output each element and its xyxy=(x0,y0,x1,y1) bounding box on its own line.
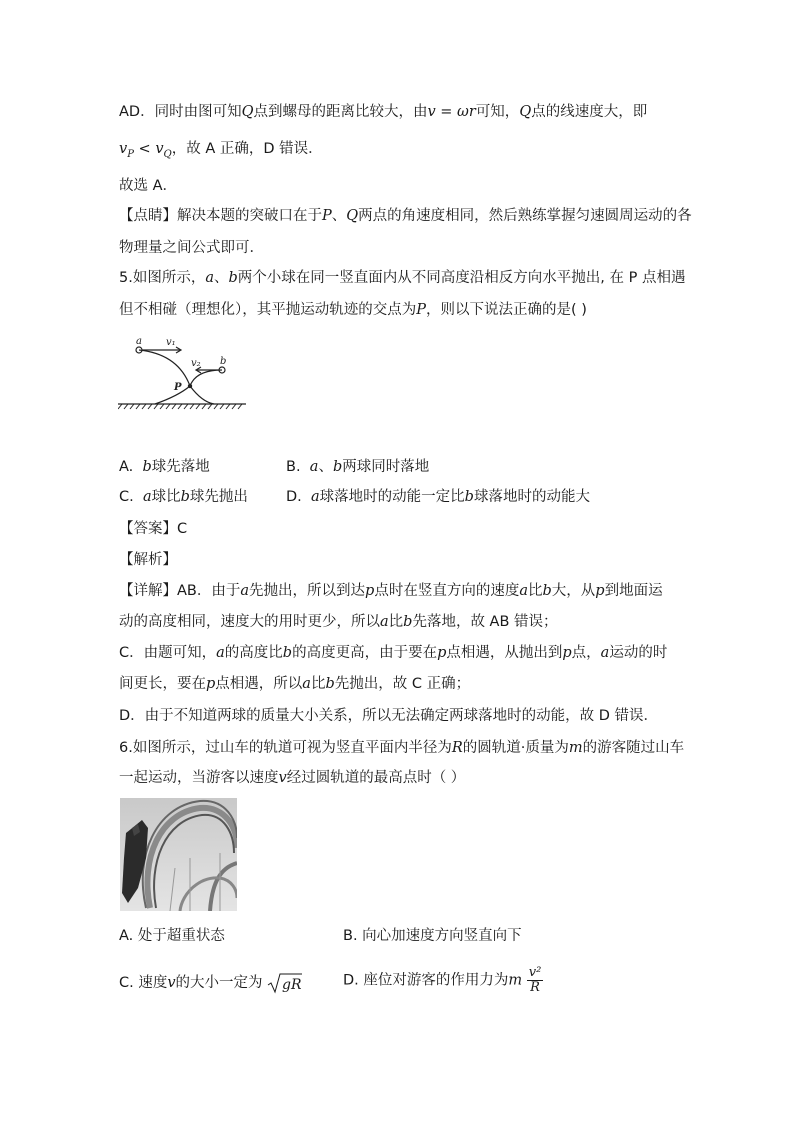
var-a: a xyxy=(205,270,214,286)
q6-option-D[interactable]: D. 座位对游客的作用力为m $\frac{\text{v²}}{R}$ xyxy=(343,965,542,995)
q5-option-B[interactable] xyxy=(286,457,429,477)
q6-option-B[interactable]: B. 向心加速度方向竖直向下 xyxy=(343,928,522,944)
option-letter: D. xyxy=(286,489,302,505)
subscript-P: P xyxy=(127,148,134,160)
text: 点的线速度大，即 xyxy=(531,104,648,120)
var-Q: Q xyxy=(346,208,359,224)
text-line-5: 物理量之间公式即可． xyxy=(119,240,264,256)
option-text: 球比 xyxy=(151,489,181,505)
q6-option-C[interactable]: C. 速度v的大小一定为 gR xyxy=(119,972,303,994)
detail-line-4: 间更长，要在p点相遇，所以a比b先抛出，故 C 正确； xyxy=(119,676,471,692)
trajectory-diagram xyxy=(118,328,248,410)
detail-line-5: D．由于不知道两球的质量大小关系，所以无法确定两球落地时的动能，故 D 错误． xyxy=(119,708,659,724)
trajectory-a xyxy=(139,350,214,404)
label-a: a xyxy=(136,336,142,347)
var-b: b xyxy=(142,459,152,475)
question-5-line-2 xyxy=(119,300,587,320)
text-line-2 xyxy=(119,139,323,165)
text: 【点睛】解决本题的突破口在于 xyxy=(119,208,322,224)
text: 可知， xyxy=(475,104,520,120)
svg-text:gR: gR xyxy=(282,977,302,993)
label-b: b xyxy=(220,356,227,367)
var-b: b xyxy=(332,459,343,475)
label-v2: v₂ xyxy=(191,358,201,369)
var-b: b xyxy=(464,489,474,505)
meeting-point-P xyxy=(188,384,192,388)
var-a: a xyxy=(309,459,319,475)
question-6-line-2: 一起运动，当游客以速度v经过圆轨道的最高点时（ ） xyxy=(119,770,466,786)
var-a: a xyxy=(142,489,152,505)
option-text: 球落地时的动能一定比 xyxy=(319,489,465,505)
text-line-4 xyxy=(119,206,692,226)
text: 、 xyxy=(318,459,333,475)
text: 但不相碰（理想化），其平抛运动轨迹的交点为 xyxy=(119,302,417,318)
var-P: P xyxy=(416,302,427,318)
text: AD．同时由图可知 xyxy=(119,104,242,120)
text: 点到螺母的距离比较大，由 xyxy=(253,104,428,120)
question-5-line-1 xyxy=(119,268,685,288)
fraction-v2-over-R: $\frac{\text{v²}}{R}$ xyxy=(528,965,542,995)
text: ，故 A 正确，D 错误． xyxy=(171,141,323,157)
var-v: v xyxy=(155,141,164,157)
q5-option-D[interactable] xyxy=(286,487,590,507)
var-P: P xyxy=(322,208,332,224)
roller-coaster-photo xyxy=(120,798,237,911)
text: 两点的角速度相同，然后熟练掌握匀速圆周运动的各 xyxy=(358,208,692,224)
option-text: 球落地时的动能大 xyxy=(473,489,590,505)
text: 、 xyxy=(331,208,347,224)
var-Q: Q xyxy=(241,104,254,120)
option-letter: C. xyxy=(119,489,134,505)
text-line-1 xyxy=(119,102,647,122)
text: 两个小球在同一竖直面内从不同高度沿相反方向水平抛出, 在 P 点相遇 xyxy=(237,270,686,286)
text-line-3: 故选 A． xyxy=(119,178,178,194)
option-letter: A. xyxy=(119,459,134,475)
var-a: a xyxy=(311,489,320,505)
var-Q: Q xyxy=(519,104,532,120)
detail-line-2: 动的高度相同，速度大的用时更少，所以a比b先落地，故 AB 错误； xyxy=(119,614,558,630)
q5-option-C[interactable] xyxy=(119,487,248,507)
option-text: 球先落地 xyxy=(151,459,210,475)
subscript-Q: Q xyxy=(163,148,172,160)
var-v: v xyxy=(119,141,128,157)
label-v1: v₁ xyxy=(166,337,176,348)
analysis-label: 【解析】 xyxy=(119,552,177,568)
sqrt-gR xyxy=(267,972,303,994)
text: ，则以下说法正确的是( ) xyxy=(426,302,587,318)
option-text: 两球同时落地 xyxy=(342,459,430,475)
option-text: 球先抛出 xyxy=(189,489,248,505)
var-b: b xyxy=(228,270,238,286)
less-than: < xyxy=(133,141,156,157)
ground-hatching xyxy=(118,404,242,409)
detail-line-1: 【详解】AB．由于a先抛出，所以到达p点时在竖直方向的速度a比b大，从p到地面运 xyxy=(119,583,663,599)
q5-option-A[interactable] xyxy=(119,457,210,477)
var-b: b xyxy=(180,489,190,505)
text: 、 xyxy=(214,270,229,286)
answer-label: 【答案】C xyxy=(119,521,188,537)
formula-v-omega-r: v = ωr xyxy=(427,104,476,120)
q6-option-A[interactable]: A. 处于超重状态 xyxy=(119,928,225,944)
question-6-line-1: 6.如图所示，过山车的轨道可视为竖直平面内半径为R的圆轨道·质量为m的游客随过山车 xyxy=(119,740,685,756)
text: 5.如图所示， xyxy=(119,270,206,286)
label-P: P xyxy=(174,382,182,393)
option-letter: B. xyxy=(286,459,301,475)
detail-line-3: C．由题可知，a的高度比b的高度更高，由于要在p点相遇，从抛出到p点，a运动的时 xyxy=(119,645,668,661)
